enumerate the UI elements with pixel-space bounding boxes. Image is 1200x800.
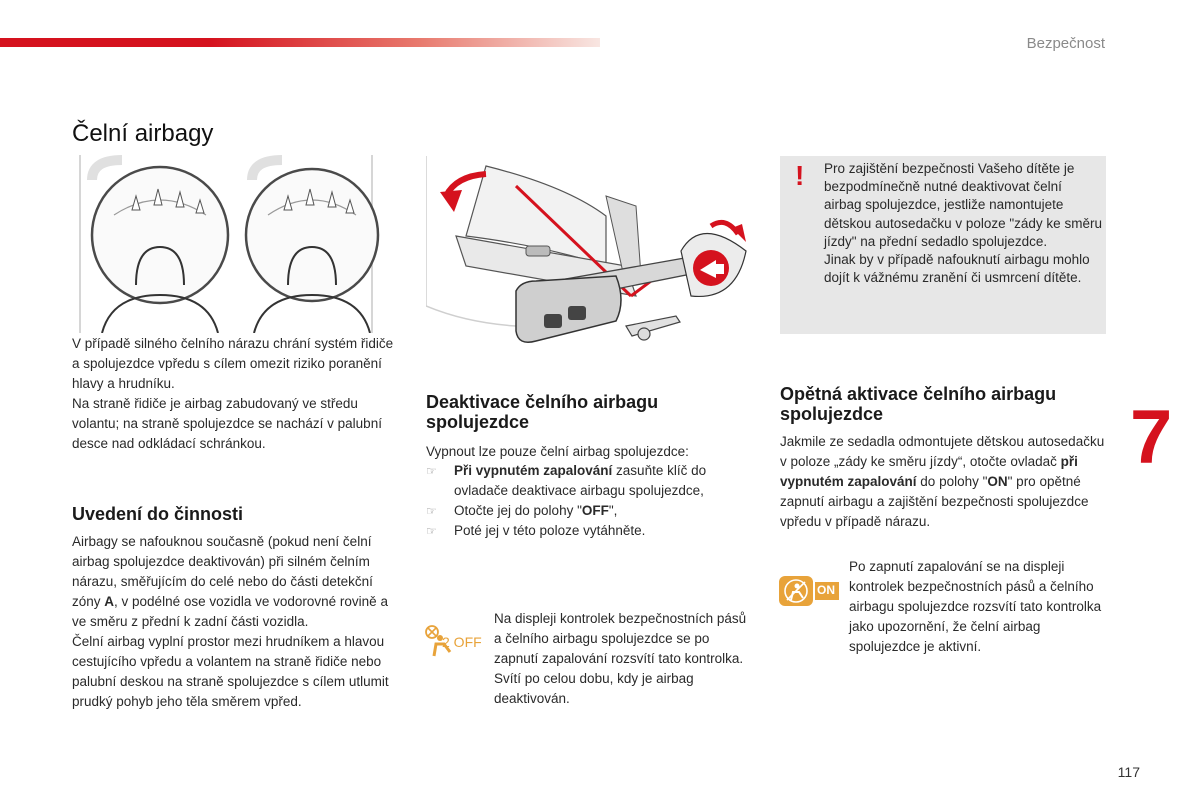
reactivation-text [780,432,1110,532]
deactivation-steps [426,461,756,541]
section-name: Bezpečnost [1026,35,1105,52]
airbag-on-lamp [779,576,841,606]
reactivation-heading: Opětná aktivace čelního airbagu spolujezdce [780,384,1057,424]
page-number: 117 [1117,764,1140,780]
hand-pointer-icon: ☞ [426,504,437,518]
reactivation-ignition-off: při vypnutém zapalování [780,454,1078,489]
step-2-off-label: OFF [581,503,609,518]
deactivation-heading: Deaktivace čelního airbagu spolujezdce [426,392,659,432]
off-lamp-label: 2 OFF [442,634,482,650]
key-switch-illustration [426,156,750,362]
warning-exclamation-icon: ! [795,160,805,191]
on-lamp-label: ON [817,583,835,597]
on-lamp-note: Po zapnutí zapalování se na displeji kontrolek bezpečnostních pásů a čelního airbagu spolujezdce rozsvítí tato kontrolka jako upozornění, že čelní airbag spolujezdce je aktivní. [849,559,1102,654]
warning-text [824,160,1102,287]
warning-paragraph-2: Jinak by v případě nafouknutí airbagu mohlo dojít k vážnému zranění či usmrcení dítěte. [824,252,1090,286]
step-2-before: Otočte jej do polohy " [454,503,582,518]
frontal-airbags-illustration [72,155,390,333]
page-title: Čelní airbagy [72,120,214,147]
step-3-text: Poté jej v této poloze vytáhněte. [454,523,646,538]
step-1-rest: zasuňte klíč do ovladače deaktivace airbagu spolujezdce, [454,463,707,498]
intro-text [72,334,402,454]
intro-paragraph-2: Na straně řidiče je airbag zabudovaný ve středu volantu; na straně spolujezdce se nachází v palubní desce nad odkládací schránkou. [72,396,382,451]
activation-text [72,532,402,712]
chapter-number: 7 [1130,395,1173,480]
activation-p1-after: , v podélné ose vozidla ve vodorovné rovině a ve směru z přední k zadní části vozidla. [72,594,388,629]
airbag-off-lamp [424,624,488,658]
child-seat-warning-box [780,156,1106,334]
activation-heading: Uvedení do činnosti [72,504,244,524]
activation-paragraph-1 [72,532,402,632]
activation-zone-label: A [104,594,115,609]
header-accent-bar [0,38,600,47]
reactivation-p-mid: do polohy " [916,474,988,489]
deactivation-intro: Vypnout lze pouze čelní airbag spolujezdce: [426,444,689,459]
deactivation-step-2 [426,501,756,521]
reactivation-on-label: ON [987,474,1008,489]
activation-paragraph-2: Čelní airbag vyplní prostor mezi hrudníkem a hlavou cestujícího vpředu a volantem na straně řidiče nebo palubní deskou na straně spolujezdce s cílem utlumit prudký pohyb jeho těla směrem vpřed. [72,634,389,709]
activation-p1-before: Airbagy se nafouknou současně (pokud není čelní airbag spolujezdce deaktivován) při silném čelním nárazu, směřujícím do celé nebo do části detekční zóny [72,534,373,609]
intro-paragraph-1: V případě silného čelního nárazu chrání systém řidiče a spolujezdce vpředu s cílem omezit riziko poranění hlavy a hrudníku. [72,336,394,391]
hand-pointer-icon: ☞ [426,464,437,478]
reactivation-p-after: " pro opětné zapnutí airbagu a zajištění bezpečnosti spolujezdce vpředu v případě nárazu. [780,474,1089,529]
deactivation-step-1 [426,461,756,501]
step-2-after: ", [608,503,618,518]
reactivation-paragraph [780,432,1110,532]
warning-paragraph-1: Pro zajištění bezpečnosti Vašeho dítěte je bezpodmínečně nutné deaktivovat čelní airbag spolujezdce, jestliže namontujete dětskou autosedačku v poloze "zády ke směru jízdy" na přední sedadlo spolujezdce. [824,161,1102,249]
off-lamp-note: Na displeji kontrolek bezpečnostních pásů a čelního airbagu spolujezdce se po zapnutí zapalování rozsvítí tato kontrolka. Svítí po celou dobu, kdy je airbag deaktivován. [494,611,747,706]
hand-pointer-icon: ☞ [426,524,437,538]
deactivation-step-3 [426,521,756,541]
reactivation-p-before: Jakmile ze sedadla odmontujete dětskou autosedačku v poloze „zády ke směru jízdy“, otočte ovladač [780,434,1105,469]
step-1-bold: Při vypnutém zapalování [454,463,613,478]
